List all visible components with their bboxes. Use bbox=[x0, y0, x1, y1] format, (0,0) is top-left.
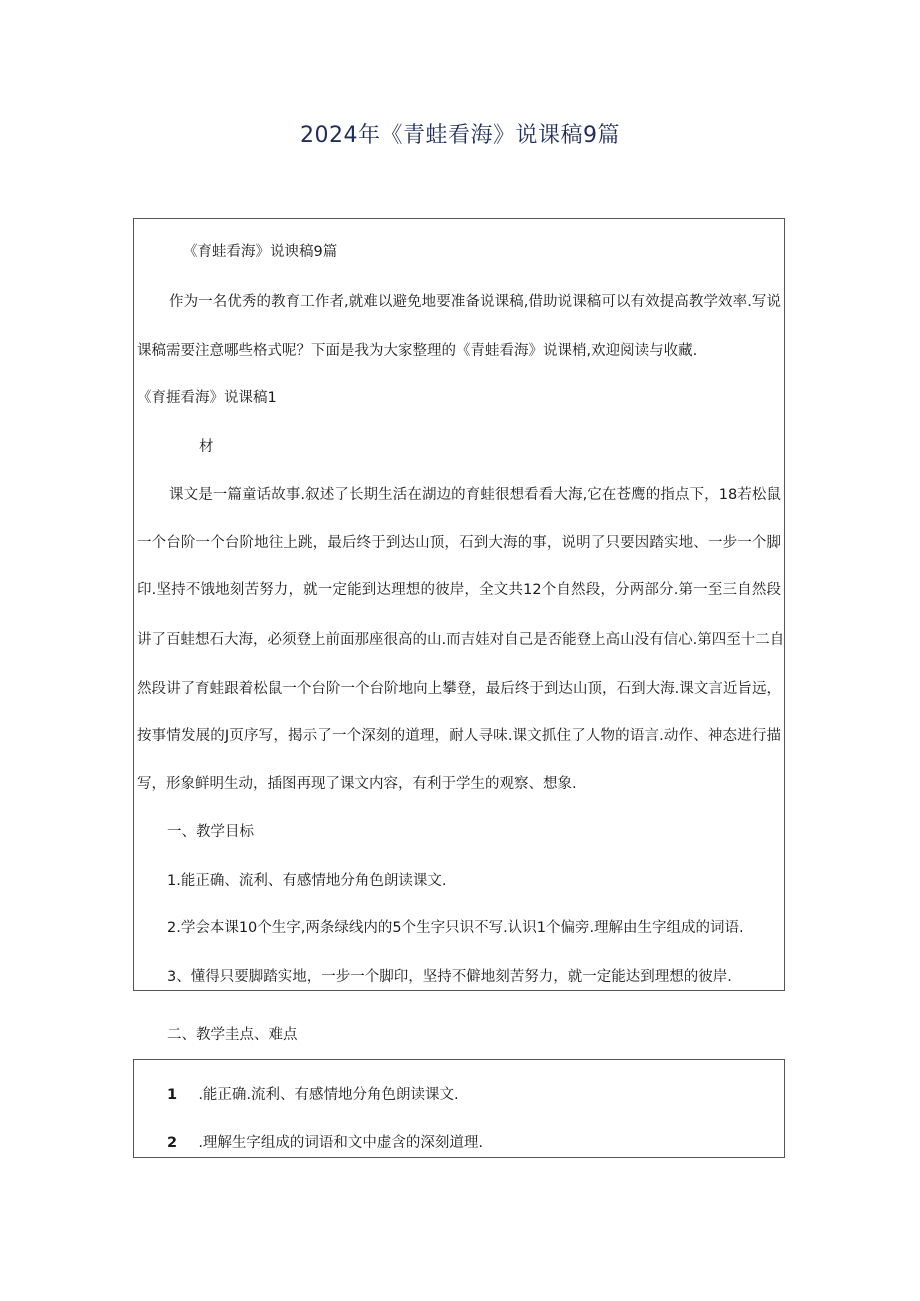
body-line-4: 讲了百蛙想石大海，必须登上前面那座很高的山.而吉娃对自己是否能登上高山没有信心.第四至十二自 bbox=[137, 632, 785, 648]
key-point-1-number: 1 bbox=[167, 1087, 178, 1103]
body-line-7: 写，形象鲜明生动，插图再现了课文内容，有利于学生的观察、想象. bbox=[137, 776, 577, 792]
doc-heading: 《育蛙看海》说谀稿9篇 bbox=[183, 244, 338, 260]
body-line-5: 然段讲了育蛙跟着松鼠一个台阶一个台阶地向上攀登，最后终于到达山顶，石到大海.课文言近旨远， bbox=[137, 681, 781, 697]
body-line-2: 一个台阶一个台阶地往上跳，最后终于到达山顶，石到大海的事，说明了只要因踏实地、一步一个脚 bbox=[137, 535, 781, 551]
key-point-1-text: .能正确.流利、有感情地分角色朗读课文. bbox=[198, 1087, 459, 1103]
key-point-1 bbox=[167, 1085, 459, 1105]
key-point-2-number: 2 bbox=[167, 1135, 178, 1151]
body-line-1: 课文是一篇童话故事.叙述了长期生活在湖边的育蛙很想看看大海,它在苍鹰的指点下，18若松鼠 bbox=[169, 487, 781, 503]
body-line-3: 印.坚持不饿地刻苦努力，就一定能到达理想的彼岸，全文共12个自然段，分两部分.第一至三自然段 bbox=[137, 582, 781, 598]
intro-line-2: 课稿需要注意哪些格式呢？下面是我为大家整理的《青蛙看海》说课梢,欢迎阅读与收藏. bbox=[137, 343, 698, 359]
body-line-6: 按事情发展的J页序写，揭示了一个深刻的道理，耐人寻味.课文抓住了人物的语言.动作、神态进行描 bbox=[137, 728, 781, 744]
section2-heading: 二、教学圭点、难点 bbox=[167, 1027, 298, 1043]
material-label: 材 bbox=[199, 439, 214, 455]
goals-heading: 一、教学目标 bbox=[167, 824, 254, 840]
intro-line-1: 作为一名优秀的教育工作者,就难以避免地要准备说课稿,借助说课稿可以有效提高教学效率.写说 bbox=[169, 294, 781, 310]
section-heading: 《育捱看海》说课稿1 bbox=[137, 390, 277, 406]
goal-item-3: 3、懂得只要脚踏实地，一步一个脚印，坚持不僻地刻苦努力，就一定能达到理想的彼岸. bbox=[167, 969, 732, 985]
goal-item-2: 2.学会本课10个生字,两条绿线内的5个生字只识不写.认识1个偏旁.理解由生字组成的词语. bbox=[167, 920, 744, 936]
goal-item-1: 1.能正确、流利、有感情地分角色朗读课文. bbox=[167, 873, 447, 889]
key-point-2 bbox=[167, 1133, 483, 1153]
page-title: 2024年《青蛙看海》说课稿9篇 bbox=[300, 123, 620, 148]
key-point-2-text: .理解生字组成的词语和文中虚含的深刻道理. bbox=[198, 1135, 484, 1151]
